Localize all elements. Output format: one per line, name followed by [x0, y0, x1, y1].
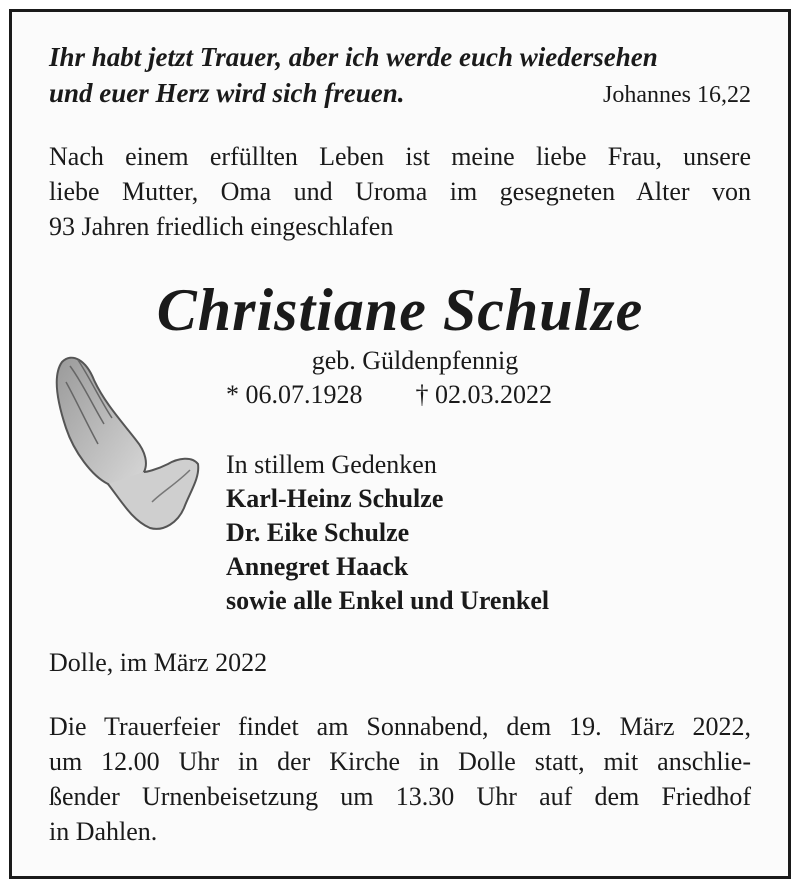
deceased-name: Christiane Schulze — [156, 277, 644, 343]
motto-line-2: und euer Herz wird sich freuen. — [49, 78, 405, 108]
place-date: Dolle, im März 2022 — [49, 648, 268, 677]
ceremony-line-1: Die Trauerfeier findet am Sonnabend, dem 19. März 2022, — [49, 712, 751, 741]
intro-line-1: Nach einem erfüllten Leben ist meine liebe Frau, unsere — [49, 142, 751, 171]
motto-line-1: Ihr habt jetzt Trauer, aber ich werde euch wiedersehen — [49, 42, 658, 72]
bible-reference: Johannes 16,22 — [603, 82, 751, 108]
death-date: † 02.03.2022 — [415, 380, 552, 409]
mourner-4: sowie alle Enkel und Urenkel — [226, 586, 550, 615]
mourner-3: Annegret Haack — [226, 552, 409, 581]
mourners-heading: In stillem Gedenken — [226, 450, 437, 479]
ceremony-line-4: in Dahlen. — [49, 817, 158, 846]
birth-date: * 06.07.1928 — [226, 380, 363, 409]
mourner-2: Dr. Eike Schulze — [226, 518, 410, 547]
intro-line-3: 93 Jahren friedlich eingeschlafen — [49, 212, 394, 241]
birth-name: geb. Güldenpfennig — [311, 346, 519, 375]
praying-hands-icon — [52, 352, 202, 532]
life-dates — [226, 378, 552, 412]
ceremony-line-2: um 12.00 Uhr in der Kirche in Dolle statt, mit anschlie- — [49, 747, 751, 776]
obituary-frame — [9, 9, 791, 879]
mourner-1: Karl-Heinz Schulze — [226, 484, 444, 513]
ceremony-line-3: ßender Urnenbeisetzung um 13.30 Uhr auf dem Friedhof — [49, 782, 751, 811]
intro-line-2: liebe Mutter, Oma und Uroma im gesegneten Alter von — [49, 177, 751, 206]
